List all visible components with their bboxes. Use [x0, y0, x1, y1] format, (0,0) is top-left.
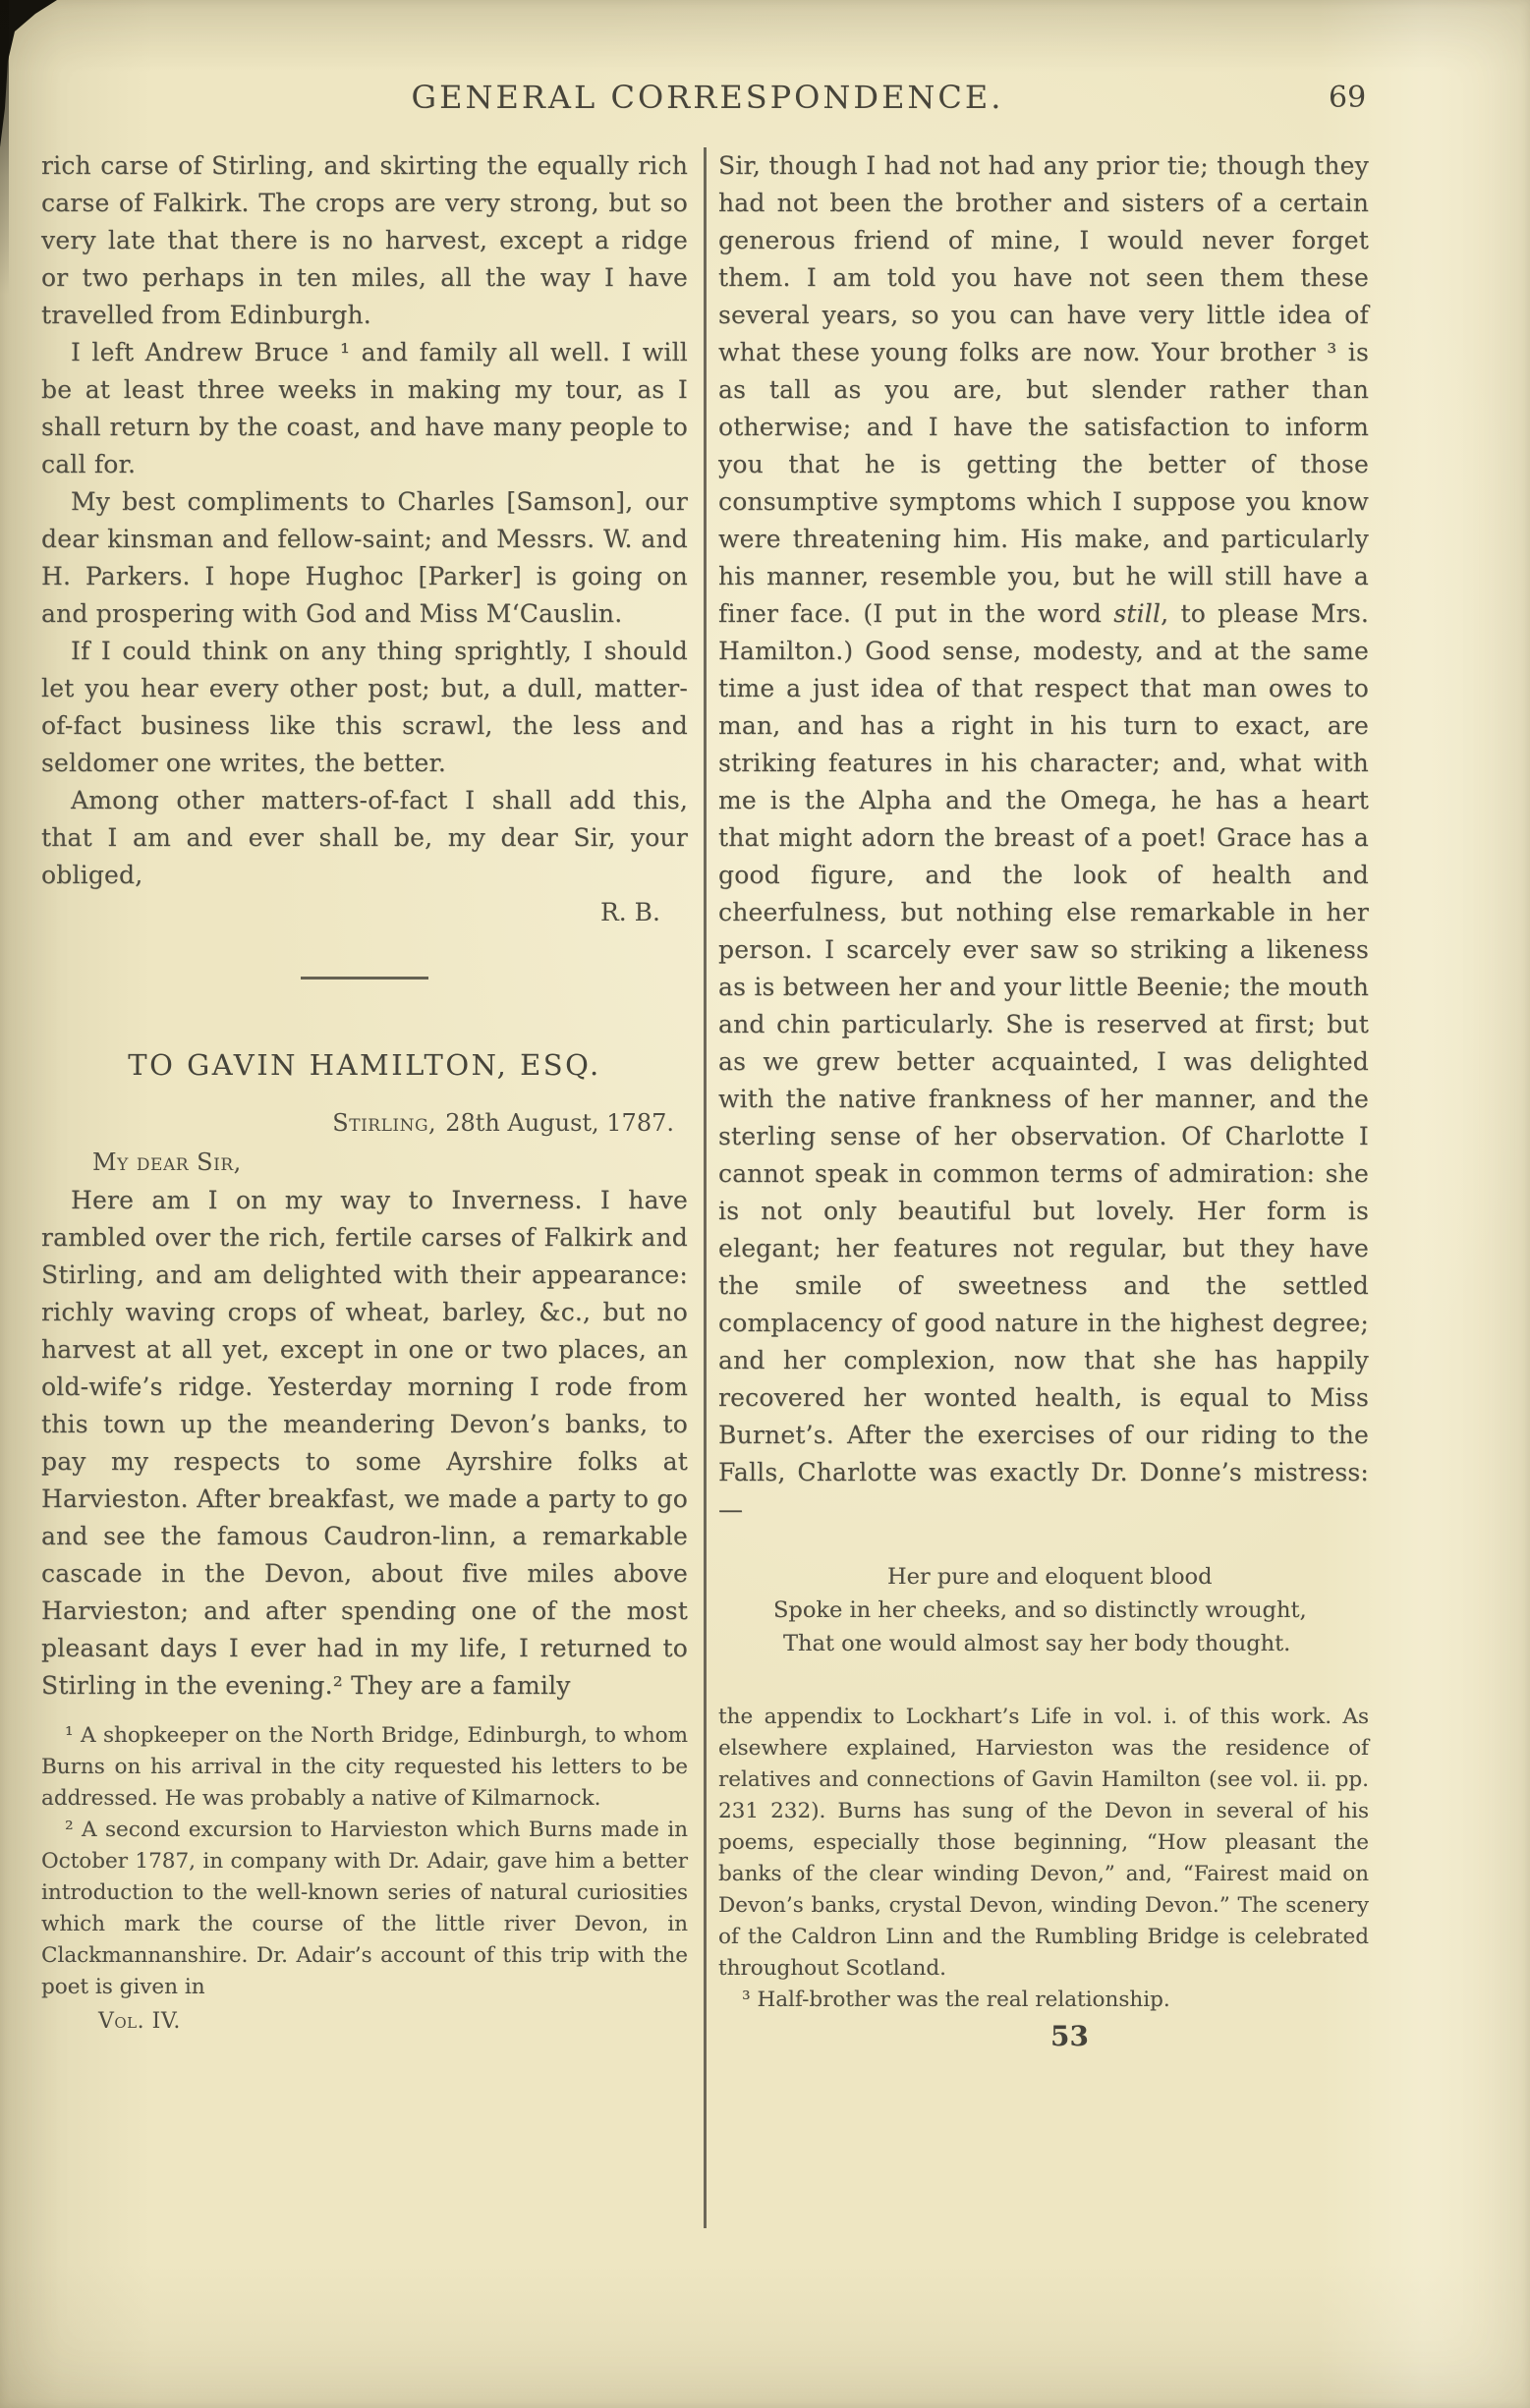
- sheet-signature-number: 53: [1050, 2020, 1089, 2052]
- volume-signature: Vol. IV.: [98, 2009, 181, 2034]
- section-divider-rule: [301, 977, 428, 980]
- footnotes: [41, 1720, 688, 2003]
- paragraph: [718, 147, 1369, 1529]
- dateline-date: 28th August, 1787.: [445, 1109, 674, 1137]
- footnote: ¹ A shopkeeper on the North Bridge, Edinburgh, to whom Burns on his arrival in the city requested his letters to be addressed. He was probably a native of Kilmarnock.: [41, 1723, 688, 1811]
- dateline: [41, 1105, 688, 1141]
- footnote: ² A second excursion to Harvieston which Burns made in October 1787, in company with Dr. Adair, gave him a better introduction to the well-known series of natural curiosities which mark the course of the little river Devon, in Clackmannanshire. Dr. Adair’s account of this trip with the poet is given in: [41, 1818, 688, 1999]
- paragraph: My best compliments to Charles [Samson], our dear kinsman and fellow-saint; and Messrs. W. and H. Parkers. I hope Hughoc [Parker] is going on and prospering with God and Miss M‘Causlin.: [41, 487, 688, 628]
- footnote: ³ Half-brother was the real relationship.: [742, 1988, 1170, 2012]
- salutation: My dear Sir,: [92, 1148, 242, 1176]
- column-divider-rule: [704, 147, 707, 2228]
- footnote-continuation: the appendix to Lockhart’s Life in vol. i. of this work. As elsewhere explained, Harvieston was the residence of relatives and connections of Gavin Hamilton (see vol. ii. pp. 231 232). Burns has sung of the Devon in several of his poems, especially those beginning, “How pleasant the banks of the clear winding Devon,” and, “Fairest maid on Devon’s banks, crystal Devon, winding Devon.” The scenery of the Caldron Linn and the Rumbling Bridge is celebrated throughout Scotland.: [718, 1705, 1369, 1981]
- paragraph-text: , to please Mrs. Hamilton.) Good sense, modesty, and at the same time a just idea of that respect that man owes to man, and has a right in his turn to exact, are striking features in his character; and, what with me is the Alpha and the Omega, he has a heart that might adorn the breast of a poet! Grace has a good figure, and the look of health and cheerfulness, but nothing else remarkable in her person. I scarcely ever saw so striking a likeness as is between her and your little Beenie; the mouth and chin particularly. She is reserved at first; but as we grew better acquainted, I was delighted with the native frankness of her manner, and the sterling sense of her observation. Of Charlotte I cannot speak in common terms of admiration: she is not only beautiful but lovely. Her form is elegant; her features not regular, but they have the smile of sweetness and the settled complacency of good nature in the highest degree; and her complexion, now that she has happily recovered her wonted health, is equal to Miss Burnet’s. After the exercises of our riding to the Falls, Charlotte was exactly Dr. Donne’s mistress:—: [718, 599, 1370, 1524]
- running-header: [0, 79, 1415, 116]
- poem-line: Her pure and eloquent blood: [887, 1564, 1213, 1590]
- left-column: [41, 147, 688, 2034]
- poem-quotation: [718, 1560, 1369, 1660]
- italic-word: still: [1113, 599, 1162, 628]
- right-column: [718, 147, 1369, 2052]
- paragraph: Here am I on my way to Inverness. I have rambled over the rich, fertile carses of Falkirk and Stirling, and am delighted with their appearance: richly waving crops of wheat, barley, &c., but no harvest at all yet, except in one or two places, an old-wife’s ridge. Yesterday morning I rode from this town up the meandering Devon’s banks, to pay my respects to some Ayrshire folks at Harvieston. After breakfast, we made a party to go and see the famous Caudron-linn, a remarkable cascade in the Devon, about five miles above Harvieston; and after spending one of the most pleasant days I ever had in my life, I returned to Stirling in the evening.² They are a family: [41, 1186, 688, 1700]
- page-title: GENERAL CORRESPONDENCE.: [411, 79, 1004, 116]
- footnotes: [718, 1702, 1369, 2016]
- page-number: 69: [1329, 81, 1367, 115]
- letter-heading: TO GAVIN HAMILTON, ESQ.: [128, 1048, 601, 1082]
- paragraph: Among other matters-of-fact I shall add this, that I am and ever shall be, my dear Sir, your obliged,: [41, 786, 688, 889]
- poem-line: Spoke in her cheeks, and so distinctly wrought,: [773, 1597, 1307, 1623]
- letter-signature: R. B.: [599, 898, 660, 926]
- paragraph: If I could think on any thing sprightly, I should let you hear every other post; but, a dull, matter-of-fact business like this scrawl, the less and seldomer one writes, the better.: [41, 637, 688, 777]
- paragraph: rich carse of Stirling, and skirting the equally rich carse of Falkirk. The crops are very strong, but so very late that there is no harvest, except a ridge or two perhaps in ten miles, all the way I have travelled from Edinburgh.: [41, 151, 688, 329]
- paragraph: I left Andrew Bruce ¹ and family all well. I will be at least three weeks in making my tour, as I shall return by the coast, and have many people to call for.: [41, 338, 688, 478]
- scan-corner-artifact: [0, 0, 65, 147]
- scan-edge-shadow: [0, 0, 9, 295]
- dateline-place: Stirling,: [332, 1109, 437, 1137]
- poem-line: That one would almost say her body thought.: [783, 1631, 1291, 1656]
- paragraph-text: Sir, though I had not had any prior tie; though they had not been the brother and sisters of a certain generous friend of mine, I would never forget them. I am told you have not seen them these several years, so you can have very little idea of what these young folks are now. Your brother ³ is as tall as you are, but slender rather than otherwise; and I have the satisfaction to inform you that he is getting the better of those consumptive symptoms which I suppose you know were threatening him. His make, and particularly his manner, resemble you, but he will still have a finer face. (I put in the word: [718, 151, 1369, 628]
